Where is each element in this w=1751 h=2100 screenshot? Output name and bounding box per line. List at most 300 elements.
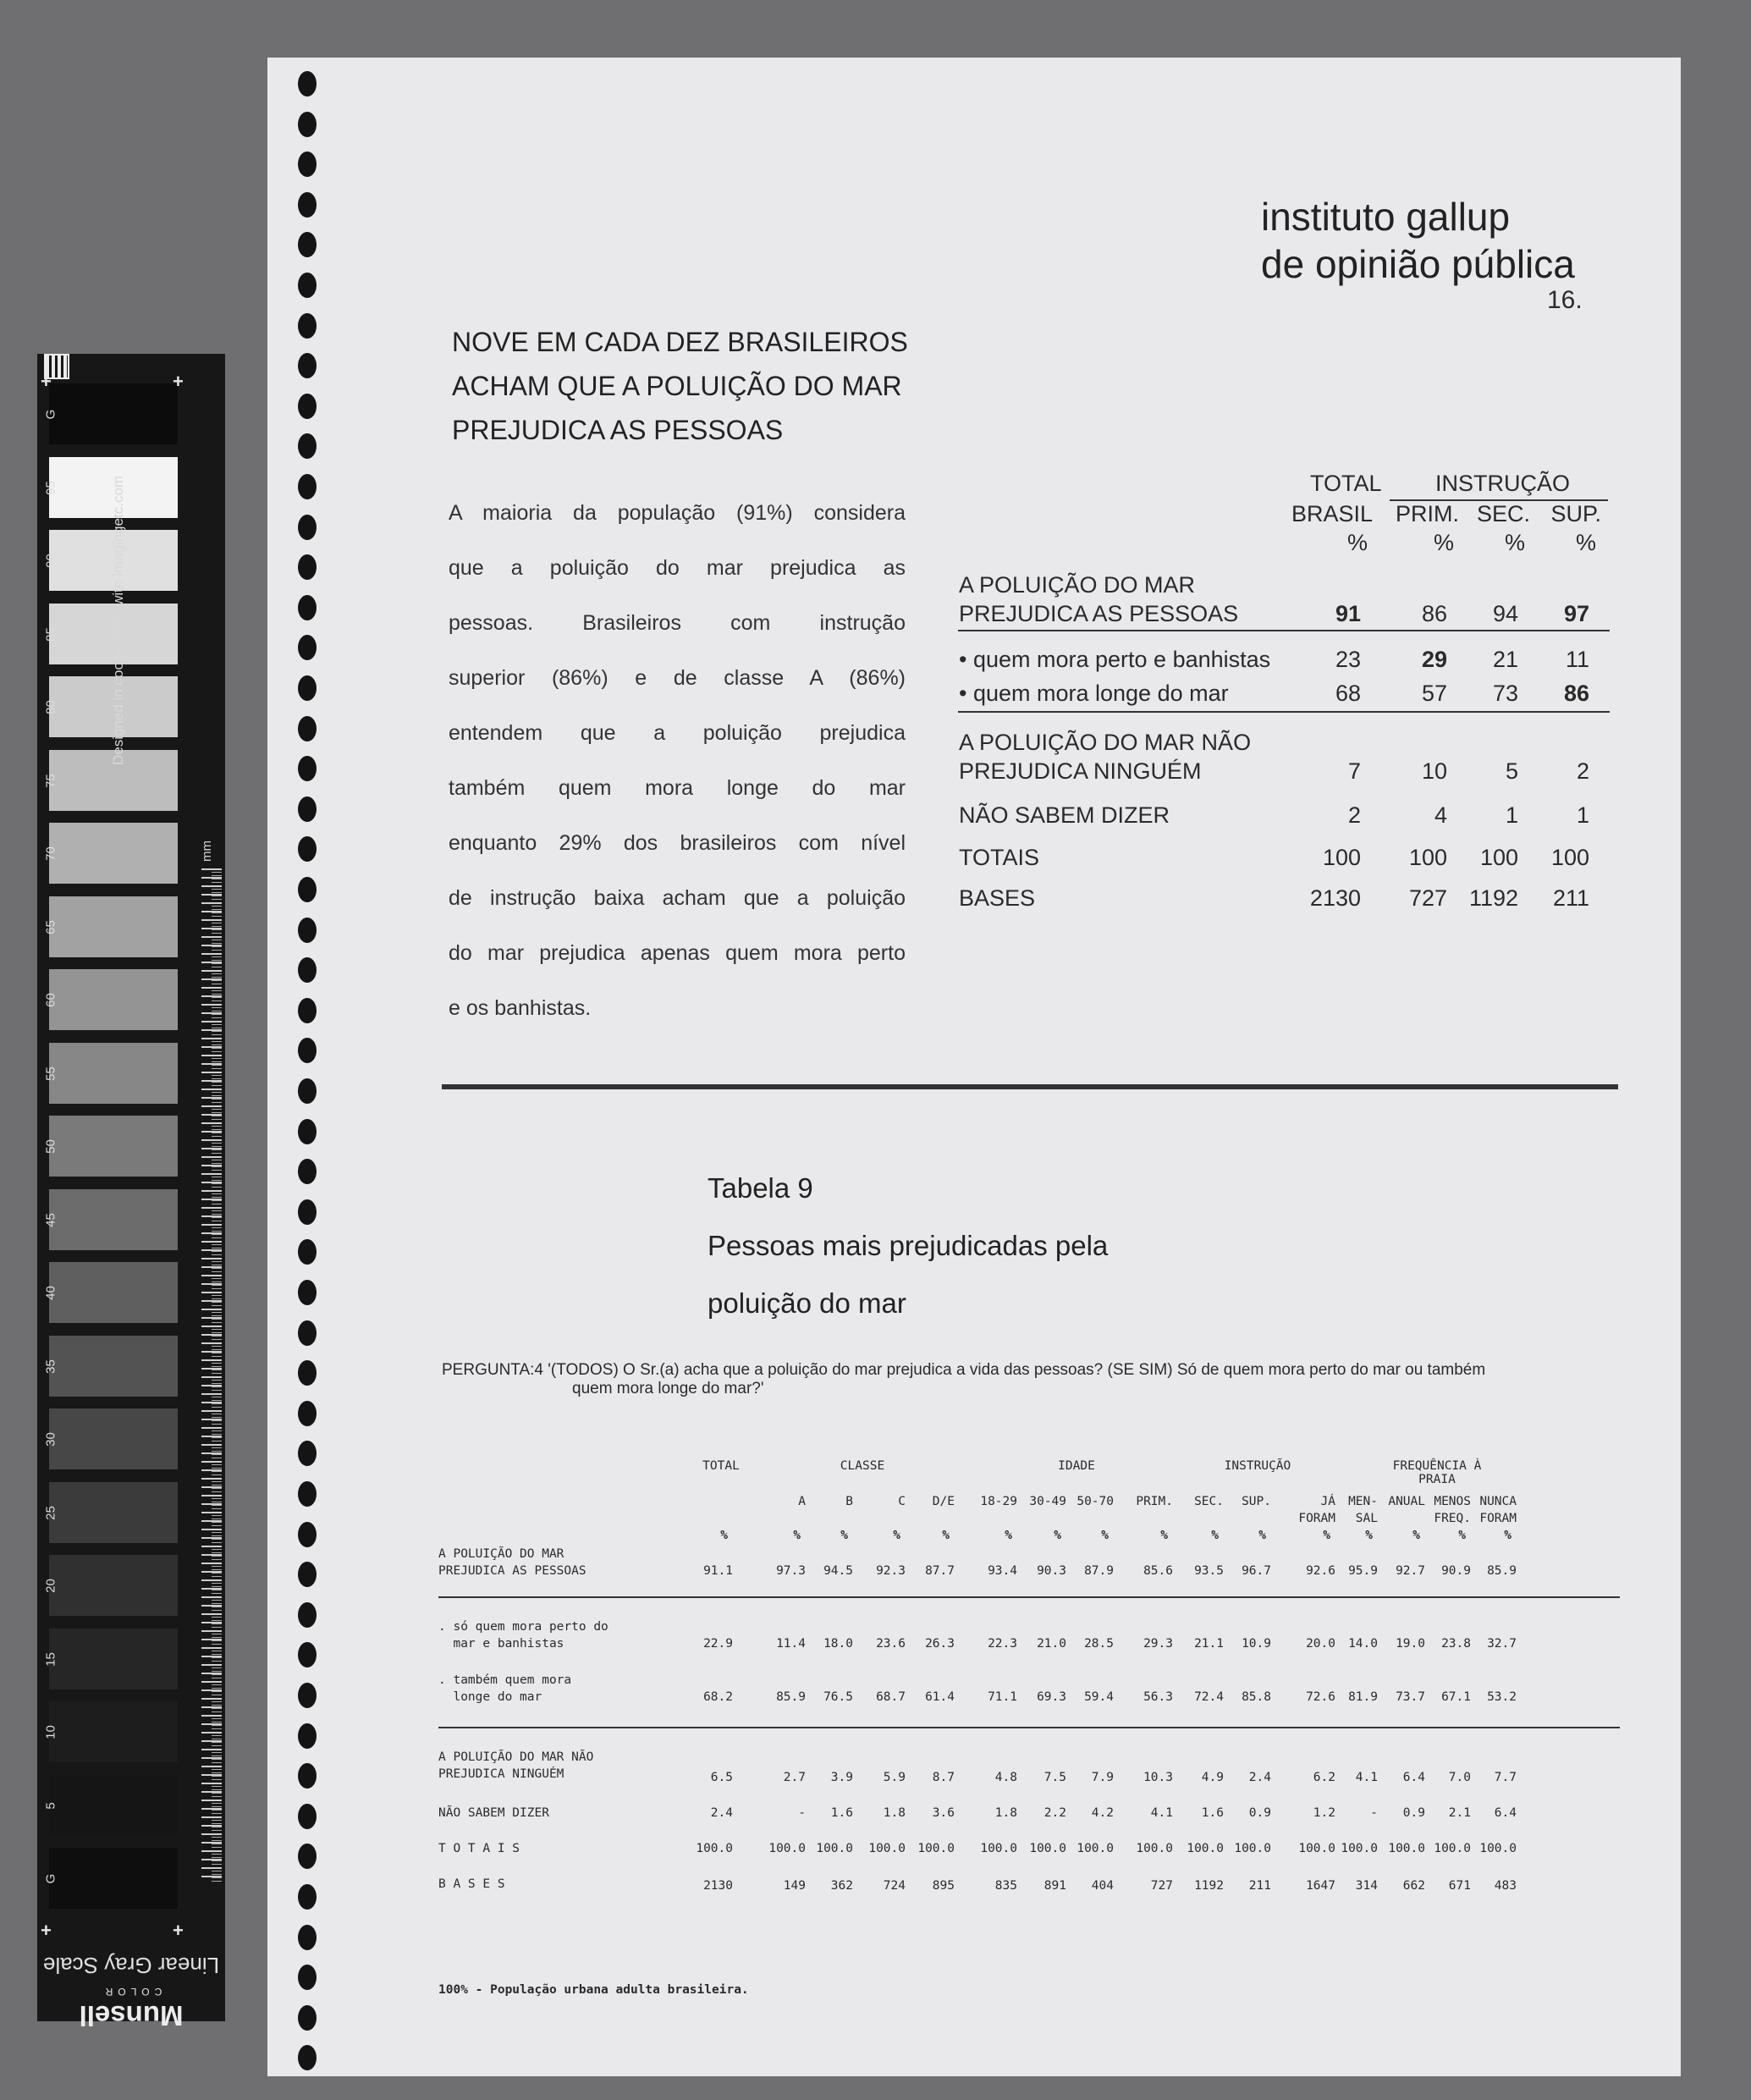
binder-hole [298, 877, 317, 902]
col-head-pct: % [1433, 530, 1454, 555]
table-value: 86 [1421, 601, 1447, 626]
gray-step-label: 35 [43, 1359, 58, 1374]
binder-hole [298, 1320, 317, 1346]
row-label: . também quem mora [438, 1673, 572, 1687]
body-line: enquanto 29% dos brasileiros com nível [449, 831, 906, 855]
column-header: 30-49 [1029, 1495, 1066, 1508]
table-value: 100.0 [1136, 1842, 1173, 1855]
table-value: 21 [1492, 647, 1518, 672]
gray-swatch [49, 823, 178, 884]
binder-hole [298, 112, 317, 137]
table-value: 100.0 [768, 1842, 806, 1855]
column-header: FORAM [1479, 1512, 1517, 1525]
table-value: 100.0 [1234, 1842, 1271, 1855]
designed-credit: Designed in cooperation with imagingetc.com [110, 475, 126, 765]
table-value: 6.4 [1402, 1771, 1425, 1784]
gray-step-label: 30 [43, 1432, 58, 1447]
gray-swatch [49, 1116, 178, 1177]
table-value: 727 [1408, 885, 1447, 911]
column-header: A [798, 1495, 806, 1508]
gray-step-label: 20 [43, 1579, 58, 1593]
table-value: 6.5 [710, 1771, 733, 1784]
table-value: 21.1 [1194, 1637, 1224, 1651]
pct-header: % [1160, 1529, 1168, 1542]
pct-header: % [793, 1529, 801, 1542]
table-value: 23.6 [876, 1637, 906, 1651]
table-value: 2.2 [1043, 1806, 1066, 1820]
table-value: 87.7 [925, 1564, 955, 1578]
table-value: 93.4 [988, 1564, 1017, 1578]
table-value: 97 [1563, 601, 1589, 626]
gray-step-label: 90 [43, 554, 58, 568]
table-value: 59.4 [1084, 1690, 1114, 1704]
table-value: 100 [1479, 845, 1518, 870]
pct-header: % [1365, 1529, 1373, 1542]
binder-hole [298, 71, 317, 96]
row-label: TOTAIS [959, 845, 1040, 870]
table-value: 3.6 [932, 1806, 955, 1820]
table-value: 19.0 [1396, 1637, 1425, 1651]
table-value: 483 [1494, 1879, 1517, 1893]
table-value: 73.7 [1396, 1690, 1425, 1704]
binder-hole [298, 1481, 317, 1507]
table-value: 11.4 [776, 1637, 806, 1651]
table-value: 1192 [1468, 885, 1518, 911]
table-value: 895 [932, 1879, 955, 1893]
binder-hole [298, 515, 317, 540]
table-value: 90.3 [1037, 1564, 1066, 1578]
row-divider [438, 1727, 1620, 1728]
table-value: 23 [1335, 647, 1361, 672]
column-header: 50-70 [1076, 1495, 1114, 1508]
gray-step-label: 45 [43, 1212, 58, 1227]
binder-hole [298, 554, 317, 580]
gray-step-label: 10 [43, 1725, 58, 1739]
table-value: 100.0 [1434, 1842, 1471, 1855]
table-title: Tabela 9 [708, 1172, 813, 1204]
table-value: 5 [1505, 758, 1518, 784]
row-divider [958, 630, 1610, 631]
group-header: IDADE [1058, 1459, 1095, 1473]
table-value: 28.5 [1084, 1637, 1114, 1651]
binder-hole [298, 1401, 317, 1426]
row-label: . só quem mora perto do [438, 1620, 608, 1634]
brand-sub: COLOR [100, 1986, 162, 1998]
pct-header: % [1323, 1529, 1330, 1542]
pct-header: % [1412, 1529, 1420, 1542]
gray-swatch [49, 1629, 178, 1689]
table-value: 53.2 [1487, 1690, 1517, 1704]
scale-label: Linear Gray Scale [42, 1953, 220, 1978]
binder-hole [298, 1038, 317, 1063]
question-line: PERGUNTA:4 '(TODOS) O Sr.(a) acha que a poluição do mar prejudica a vida das pessoas? (SE SIM) Só de quem mora perto do mar ou também [442, 1361, 1486, 1379]
table-value: 6.2 [1313, 1771, 1335, 1784]
table-value: 100.0 [868, 1842, 906, 1855]
pct-header: % [1211, 1529, 1219, 1542]
binder-hole [298, 1239, 317, 1265]
column-header: MENOS [1434, 1495, 1471, 1508]
gray-swatch [49, 1701, 178, 1762]
binder-hole [298, 1441, 317, 1466]
body-line: e os banhistas. [449, 996, 592, 1020]
binder-hole [298, 716, 317, 741]
table-value: 96.7 [1242, 1564, 1271, 1578]
table-value: 2130 [703, 1879, 733, 1893]
gray-step-label: 5 [43, 1801, 58, 1810]
col-head-sec: SEC. [1476, 501, 1530, 526]
gray-step-label: 70 [43, 846, 58, 861]
table-value: 72.4 [1194, 1690, 1224, 1704]
table-value: 2.4 [710, 1806, 733, 1820]
pct-header: % [840, 1529, 848, 1542]
institute-name [1261, 193, 1575, 288]
table-value: 20.0 [1306, 1637, 1335, 1651]
gray-swatch [49, 1555, 178, 1616]
table-value: 97.3 [776, 1564, 806, 1578]
column-header: SEC. [1194, 1495, 1224, 1508]
table-value: 671 [1448, 1879, 1471, 1893]
body-line: também quem mora longe do mar [449, 776, 906, 800]
table-value: - [1370, 1806, 1378, 1820]
table-value: 29.3 [1143, 1637, 1173, 1651]
table-value: 662 [1402, 1879, 1425, 1893]
table-value: 100.0 [917, 1842, 955, 1855]
col-head-prim: PRIM. [1395, 501, 1459, 526]
body-paragraph [449, 486, 906, 1036]
table-value: 100.0 [1029, 1842, 1066, 1855]
col-head-sup: SUP. [1550, 501, 1601, 526]
gray-step-label: 80 [43, 700, 58, 714]
table-value: 1192 [1194, 1879, 1224, 1893]
gray-swatch [49, 1189, 178, 1250]
binder-hole [298, 1602, 317, 1628]
table-value: 69.3 [1037, 1690, 1066, 1704]
gray-swatch [49, 1848, 178, 1909]
column-header: FREQ. [1434, 1512, 1471, 1525]
binder-hole [298, 1925, 317, 1950]
group-header: FREQUÊNCIA À PRAIA [1392, 1459, 1482, 1486]
table-value: 90.9 [1441, 1564, 1471, 1578]
table-value: 100 [1322, 845, 1361, 870]
table-value: 2130 [1309, 885, 1361, 911]
binder-hole [298, 796, 317, 822]
headline [452, 320, 908, 452]
gray-swatch [49, 1262, 178, 1323]
row-label: T O T A I S [438, 1842, 520, 1855]
column-header: FORAM [1298, 1512, 1335, 1525]
table-value: 14.0 [1348, 1637, 1378, 1651]
binder-hole [298, 433, 317, 459]
table-value: 10 [1421, 758, 1447, 784]
row-label: longe do mar [438, 1690, 542, 1704]
binder-hole [298, 957, 317, 983]
table-value: 57 [1421, 681, 1447, 706]
gray-swatch [49, 969, 178, 1030]
column-header: B [845, 1495, 853, 1508]
table-value: 7.9 [1091, 1771, 1114, 1784]
binder-hole [298, 313, 317, 339]
col-head-instrucao: INSTRUÇÃO [1435, 471, 1571, 496]
binder-hole [298, 1844, 317, 1869]
table-value: 56.3 [1143, 1690, 1173, 1704]
table-value: - [798, 1806, 806, 1820]
column-header: C [898, 1495, 906, 1508]
table-value: 100 [1408, 845, 1447, 870]
row-label: PREJUDICA AS PESSOAS [438, 1564, 586, 1578]
col-head-pct: % [1346, 530, 1368, 555]
binder-hole [298, 353, 317, 378]
table-value: 0.9 [1402, 1806, 1425, 1820]
headline-line: NOVE EM CADA DEZ BRASILEIROS [452, 327, 908, 357]
table-value: 2.1 [1448, 1806, 1471, 1820]
table-value: 100.0 [1298, 1842, 1335, 1855]
binder-hole [298, 635, 317, 660]
table-value: 211 [1552, 885, 1589, 911]
pct-header: % [1458, 1529, 1466, 1542]
gray-step-label: 95 [43, 480, 58, 495]
pct-header: % [1258, 1529, 1266, 1542]
binder-hole [298, 1199, 317, 1225]
row-label: A POLUIÇÃO DO MAR [959, 572, 1196, 598]
table-value: 87.9 [1084, 1564, 1114, 1578]
table-value: 29 [1421, 647, 1447, 672]
table-value: 73 [1492, 681, 1518, 706]
binder-hole [298, 1804, 317, 1829]
table-value: 835 [994, 1879, 1017, 1893]
page-number: 16. [1547, 286, 1583, 314]
column-header: JÁ [1320, 1495, 1335, 1508]
table-value: 22.9 [703, 1637, 733, 1651]
table-value: 100.0 [1076, 1842, 1114, 1855]
table-value: 5.9 [883, 1771, 906, 1784]
table-value: 92.6 [1306, 1564, 1335, 1578]
binder-hole [298, 1723, 317, 1749]
table-value: 4.9 [1201, 1771, 1224, 1784]
pct-header: % [942, 1529, 950, 1542]
binder-hole [298, 152, 317, 177]
table-value: 21.0 [1037, 1637, 1066, 1651]
headline-line: PREJUDICA AS PESSOAS [452, 415, 784, 445]
table-value: 8.7 [932, 1771, 955, 1784]
plus-mark: + [173, 371, 184, 392]
column-header: D/E [932, 1495, 955, 1508]
column-header: MEN- [1348, 1495, 1378, 1508]
table-value: 4.2 [1091, 1806, 1114, 1820]
row-label: • quem mora longe do mar [959, 681, 1229, 706]
table-value: 891 [1043, 1879, 1066, 1893]
binder-hole [298, 1642, 317, 1667]
table-value: 100.0 [816, 1842, 853, 1855]
table-value: 3.9 [830, 1771, 853, 1784]
table-value: 91.1 [703, 1564, 733, 1578]
gray-swatch [49, 1408, 178, 1469]
gray-step-label: 25 [43, 1505, 58, 1520]
gray-swatch [49, 1775, 178, 1836]
unit-label: mm [200, 841, 214, 862]
pct-header: % [1054, 1529, 1061, 1542]
table-value: 7.5 [1043, 1771, 1066, 1784]
table-value: 92.3 [876, 1564, 906, 1578]
column-header: NUNCA [1479, 1495, 1517, 1508]
institute-line-1: instituto gallup [1261, 195, 1511, 239]
col-head-pct: % [1575, 530, 1596, 555]
pct-header: % [1101, 1529, 1109, 1542]
gray-swatch [49, 1482, 178, 1543]
binder-hole [298, 1522, 317, 1547]
table-value: 2 [1347, 802, 1361, 828]
plus-mark: + [41, 371, 52, 392]
table-9-heading [708, 1160, 1108, 1332]
row-label: PREJUDICA NINGUÉM [438, 1767, 564, 1781]
gray-scale-card [37, 354, 225, 2031]
binder-hole [298, 273, 317, 298]
table-value: 2.7 [783, 1771, 806, 1784]
table-value: 93.5 [1194, 1564, 1224, 1578]
table-value: 10.9 [1242, 1637, 1271, 1651]
table-value: 100.0 [1388, 1842, 1425, 1855]
row-label: NÃO SABEM DIZER [438, 1806, 549, 1820]
table-value: 86 [1563, 681, 1589, 706]
table-value: 1.8 [883, 1806, 906, 1820]
row-divider [438, 1596, 1620, 1598]
table-subtitle: poluição do mar [708, 1287, 906, 1319]
table-value: 67.1 [1441, 1690, 1471, 1704]
table-value: 1 [1505, 802, 1518, 828]
gray-swatch [49, 896, 178, 957]
row-label: NÃO SABEM DIZER [959, 802, 1170, 828]
row-label: A POLUIÇÃO DO MAR [438, 1547, 564, 1561]
institute-line-2: de opinião pública [1261, 242, 1575, 286]
gray-step-label: 60 [43, 993, 58, 1007]
binder-hole [298, 2045, 317, 2070]
gray-step-label: 75 [43, 773, 58, 788]
table-value: 149 [783, 1879, 806, 1893]
table-value: 7.7 [1494, 1771, 1517, 1784]
pct-header: % [1005, 1529, 1012, 1542]
table-value: 26.3 [925, 1637, 955, 1651]
table-value: 18.0 [823, 1637, 853, 1651]
survey-question [442, 1361, 1677, 1398]
gray-step-label: 85 [43, 626, 58, 642]
table-value: 0.9 [1248, 1806, 1271, 1820]
table-value: 94 [1492, 601, 1518, 626]
table-value: 2 [1576, 758, 1589, 784]
binder-hole [298, 1562, 317, 1587]
body-line: pessoas. Brasileiros com instrução [449, 611, 906, 635]
table-value: 68.7 [876, 1690, 906, 1704]
plus-mark: + [173, 1920, 184, 1941]
binder-hole [298, 232, 317, 257]
table-value: 362 [830, 1879, 853, 1893]
binder-hole [298, 756, 317, 781]
table-value: 7.0 [1448, 1771, 1471, 1784]
binder-hole [298, 1965, 317, 1990]
table-value: 94.5 [823, 1564, 853, 1578]
gray-step-label: 15 [43, 1651, 58, 1667]
col-head-pct: % [1504, 530, 1525, 555]
table-subtitle: Pessoas mais prejudicadas pela [708, 1230, 1109, 1261]
table-value: 10.3 [1143, 1771, 1173, 1784]
table-value: 4.8 [994, 1771, 1017, 1784]
row-divider [958, 711, 1610, 713]
row-label: BASES [959, 885, 1036, 911]
row-label: PREJUDICA AS PESSOAS [959, 601, 1239, 626]
group-header: CLASSE [840, 1459, 885, 1473]
pct-header: % [1504, 1529, 1511, 1542]
gray-step-label: 40 [43, 1286, 58, 1300]
binder-hole [298, 394, 317, 419]
row-label: • quem mora perto e banhistas [959, 647, 1271, 672]
row-label: A POLUIÇÃO DO MAR NÃO [959, 730, 1252, 755]
table-value: 4.1 [1150, 1806, 1173, 1820]
table-value: 211 [1248, 1879, 1271, 1893]
table-value: 4.1 [1355, 1771, 1378, 1784]
question-line: quem mora longe do mar?' [572, 1380, 764, 1397]
gray-step-label: G [43, 1873, 58, 1884]
binder-hole [298, 192, 317, 218]
col-head-brasil: BRASIL [1291, 501, 1373, 526]
row-label: A POLUIÇÃO DO MAR NÃO [438, 1750, 594, 1764]
binder-hole [298, 1280, 317, 1305]
table-value: 85.9 [776, 1690, 806, 1704]
table-value: 1647 [1306, 1879, 1335, 1893]
table-value: 61.4 [925, 1690, 955, 1704]
table-value: 32.7 [1487, 1637, 1517, 1651]
gray-step-label: 65 [43, 919, 58, 934]
mm-ruler-fine [212, 868, 222, 1884]
pct-header: % [720, 1529, 728, 1542]
headline-line: ACHAM QUE A POLUIÇÃO DO MAR [452, 371, 902, 401]
binder-hole [298, 675, 317, 701]
gray-swatch [49, 1043, 178, 1104]
table-value: 91 [1335, 601, 1361, 626]
binder-hole [298, 918, 317, 943]
table-value: 100.0 [1187, 1842, 1224, 1855]
table-value: 68 [1335, 681, 1361, 706]
table-value: 727 [1150, 1879, 1173, 1893]
binder-hole [298, 1884, 317, 1910]
binder-hole [298, 1360, 317, 1386]
group-header: TOTAL [702, 1459, 740, 1473]
section-divider [442, 1084, 1618, 1089]
table-value: 1.2 [1313, 1806, 1335, 1820]
body-line: superior (86%) e de classe A (86%) [449, 666, 906, 690]
column-header: SAL [1355, 1512, 1378, 1525]
table-value: 22.3 [988, 1637, 1017, 1651]
body-line: A maioria da população (91%) considera [449, 501, 906, 525]
binder-hole [298, 1159, 317, 1184]
footnote: 100% - População urbana adulta brasileira. [438, 1983, 749, 1997]
brand-name: Munsell [79, 2000, 184, 2031]
column-header: PRIM. [1136, 1495, 1173, 1508]
table-value: 4 [1434, 802, 1447, 828]
table-value: 724 [883, 1879, 906, 1893]
table-value: 6.4 [1494, 1806, 1517, 1820]
table-value: 100.0 [1341, 1842, 1378, 1855]
table-value: 7 [1347, 758, 1361, 784]
plus-mark: + [41, 1920, 52, 1941]
column-header: 18-29 [980, 1495, 1017, 1508]
table-value: 85.8 [1242, 1690, 1271, 1704]
document-page [267, 58, 1681, 2076]
column-header: SUP. [1242, 1495, 1271, 1508]
table-value: 23.8 [1441, 1637, 1471, 1651]
table-value: 68.2 [703, 1690, 733, 1704]
table-value: 1.8 [994, 1806, 1017, 1820]
col-head-total: TOTAL [1310, 471, 1382, 496]
table-value: 100 [1550, 845, 1589, 870]
table-value: 1 [1576, 802, 1589, 828]
